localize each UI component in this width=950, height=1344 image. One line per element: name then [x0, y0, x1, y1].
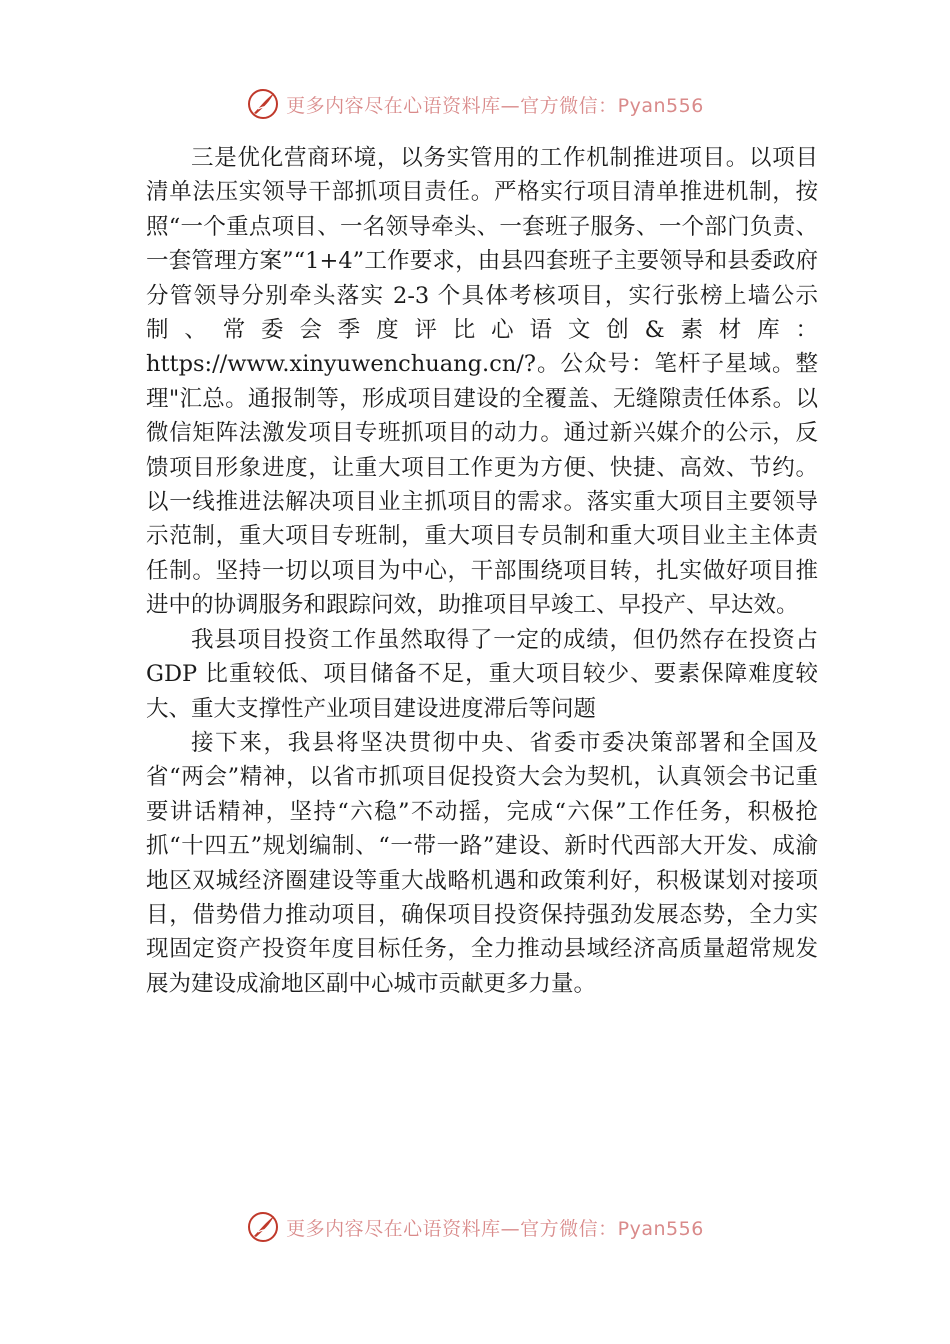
header-watermark: [246, 87, 704, 121]
document-body: [146, 141, 818, 1001]
page-footer: [0, 1203, 950, 1243]
page-header: [0, 84, 950, 124]
footer-watermark: [246, 1210, 704, 1243]
paragraph-2: 我县项目投资工作虽然取得了一定的成绩，但仍然存在投资占 GDP 比重较低、项目储备不足，重大项目较少、要素保障难度较大、重大支撑性产业项目建设进度滞后等问题: [146, 626, 818, 722]
quill-pen-logo-icon: [246, 1210, 280, 1243]
paragraph-3: 接下来，我县将坚决贯彻中央、省委市委决策部署和全国及省“两会”精神，以省市抓项目促投资大会为契机，认真领会书记重要讲话精神，坚持“六稳”不动摇，完成“六保”工作任务，积极抢抓“十四五”规划编制、“一带一路”建设、新时代西部大开发、成渝地区双城经济圈建设等重大战略机遇和政策利好，积极谋划对接项目，借势借力推动项目，确保项目投资保持强劲发展态势，全力实现固定资产投资年度目标任务，全力推动县域经济高质量超常规发展为建设成渝地区副中心城市贡献更多力量。: [146, 729, 818, 997]
quill-pen-logo-icon: [246, 87, 280, 121]
header-watermark-text: 更多内容尽在心语资料库—官方微信：Pyan556: [286, 94, 704, 117]
footer-watermark-text: 更多内容尽在心语资料库—官方微信：Pyan556: [286, 1217, 704, 1240]
paragraph-1: 三是优化营商环境，以务实管用的工作机制推进项目。以项目清单法压实领导干部抓项目责任。严格实行项目清单推进机制，按照“一个重点项目、一名领导牵头、一套班子服务、一个部门负责、一套管理方案”“1+4”工作要求，由县四套班子主要领导和县委政府分管领导分别牵头落实 2-3 个具体考核项目，实行张榜上墙公示制、常委会季度评比心语文创&素材库：https://www.xinyuwenchuang.cn/?。公众号：笔杆子星域。整理"汇总。通报制等，形成项目建设的全覆盖、无缝隙责任体系。以微信矩阵法激发项目专班抓项目的动力。通过新兴媒介的公示，反馈项目形象进度，让重大项目工作更为方便、快捷、高效、节约。以一线推进法解决项目业主抓项目的需求。落实重大项目主要领导示范制，重大项目专班制，重大项目专员制和重大项目业主主体责任制。坚持一切以项目为中心，干部围绕项目转，扎实做好项目推进中的协调服务和跟踪问效，助推项目早竣工、早投产、早达效。: [146, 145, 818, 619]
